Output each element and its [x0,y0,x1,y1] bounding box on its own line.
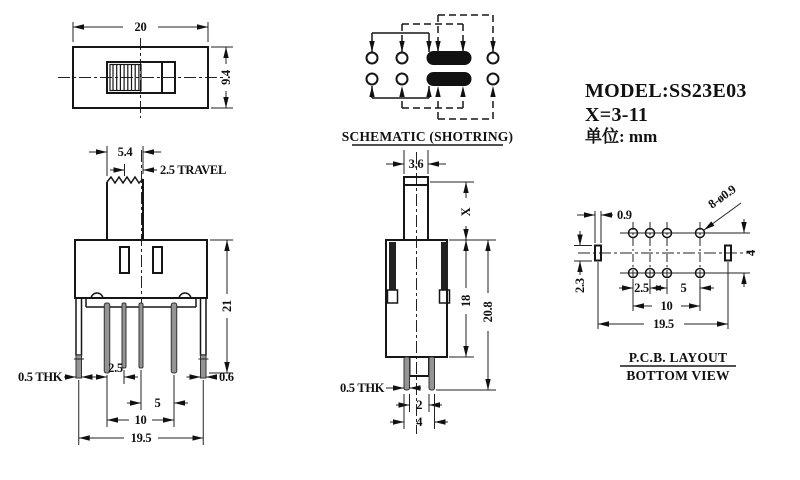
dim-pcb-overall: 19.5 [653,317,674,331]
terminal-circle [488,74,499,85]
dim-pitch-5: 5 [154,396,161,410]
pcb-layout-subtitle: BOTTOM VIEW [626,368,730,383]
body-slot [153,247,162,273]
shaft-break-line [107,177,143,183]
dim-top-width: 20 [134,20,147,34]
terminal-circle [488,53,499,64]
side-pin [404,357,410,390]
dim-slot-height: 2.3 [573,278,587,293]
terminal-circle [367,53,378,64]
dim-pcb-pitch-10: 10 [660,299,673,313]
dim-knob-width: 5.4 [117,145,133,159]
model-number: MODEL:SS23E03 [585,80,747,102]
side-bracket [441,242,448,290]
dim-shaft-width: 3.6 [408,157,424,171]
dim-row-span: 4 [744,250,758,256]
terminal-circle [397,53,408,64]
bracket-pin [201,298,207,355]
dim-side-thk: 0.5 THK [340,381,385,395]
dim-pin-span: 4 [416,415,423,429]
terminal-pin [171,303,177,373]
dim-pcb-pitch: 2.5 [634,281,649,295]
dim-hole-callout: 8-ø0.9 [705,182,739,212]
side-bracket-foot [388,290,398,303]
dim-overall-width: 19.5 [130,431,152,445]
side-view [340,150,496,434]
body-slot [120,247,129,273]
front-view [18,145,234,445]
dim-body-height: 21 [220,300,234,312]
title-block [585,80,747,146]
schematic-view [342,15,513,145]
side-bracket [389,242,396,290]
front-body-outline [75,240,207,298]
dim-pitch-10: 10 [134,413,147,427]
pcb-layout-view [573,182,758,383]
bracket-pin-tip [201,355,207,378]
dim-bracket-thk: 0.6 [219,370,234,384]
dim-shaft-length: X [459,207,473,217]
terminal-circle [397,74,408,85]
terminal-pin [122,303,126,368]
top-view [58,20,233,118]
dim-total-height: 20.8 [481,301,495,323]
terminal-pin [139,303,143,368]
dim-thk-label: 0.5 THK [18,370,63,384]
dim-body-depth-height: 18 [459,295,473,307]
side-pin [429,357,435,390]
bottom-recess [410,357,430,376]
shorting-contact-bottom [427,73,471,86]
unit-label: 单位: mm [585,127,658,146]
dim-pin-pitch: 2.5 [108,361,123,375]
mount-slot [595,246,601,261]
dim-travel: 2.5 TRAVEL [160,163,227,177]
schematic-title: SCHEMATIC (SHOTRING) [341,129,514,144]
shorting-contact-top [427,52,471,65]
pcb-layout-title: P.C.B. LAYOUT [628,350,728,365]
dim-pin-gap: 2 [416,398,423,412]
dim-slot-width: 0.9 [617,208,632,222]
bracket-pin-tip [76,355,82,378]
bracket-pin [76,298,82,355]
dim-pcb-pitch-5: 5 [680,281,687,295]
x-range: X=3-11 [585,104,649,126]
terminal-circle [367,74,378,85]
dim-top-height: 9.4 [219,70,233,85]
